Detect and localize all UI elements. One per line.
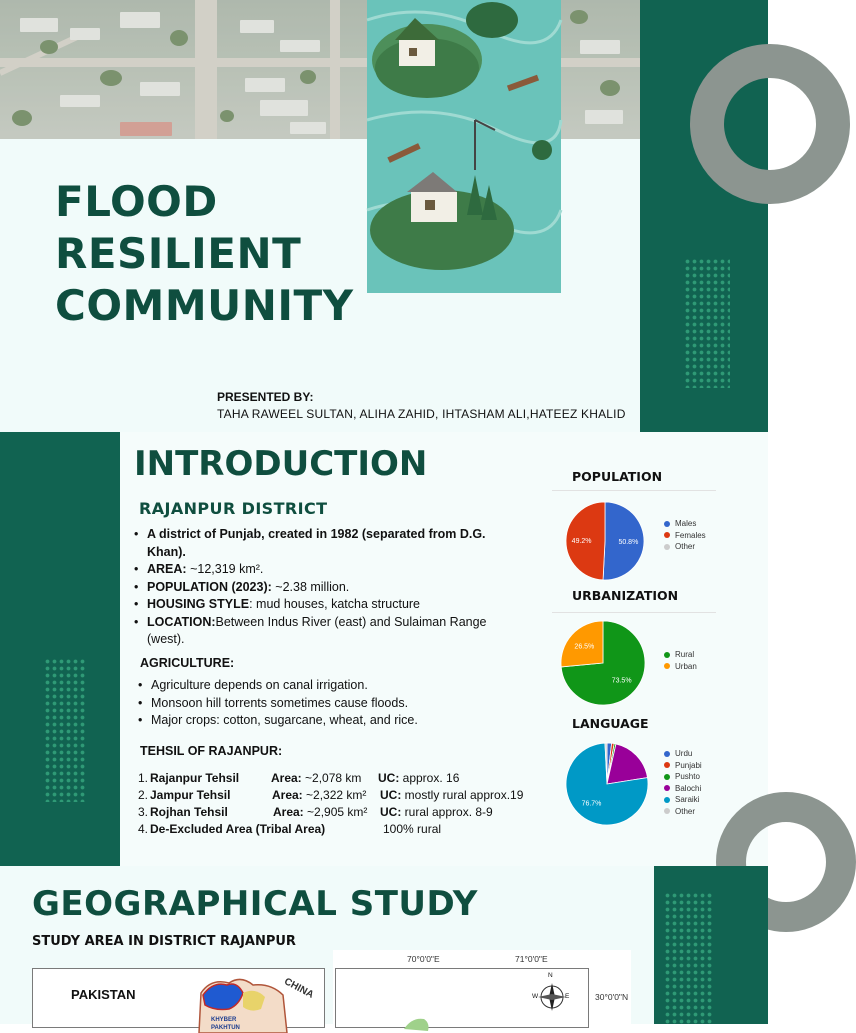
- geographical-study-slide: [0, 866, 768, 1031]
- svg-text:KHYBER: KHYBER: [211, 1017, 237, 1023]
- language-legend: [664, 748, 702, 817]
- list-item: • A district of Punjab, created in 1982 (separated from D.G. Khan).: [134, 526, 524, 561]
- longitude-label: 71°0'0"E: [515, 954, 548, 964]
- language-chart-title: LANGUAGE: [572, 716, 649, 731]
- legend-item-urban: [664, 661, 697, 673]
- legend-swatch: [664, 762, 670, 768]
- title-slide: [0, 0, 768, 432]
- legend-item-balochi: [664, 783, 702, 795]
- pakistan-location-map: [32, 968, 325, 1031]
- legend-item-males: [664, 518, 706, 530]
- legend-label: Urban: [675, 661, 697, 671]
- title-line-3: COMMUNITY: [55, 281, 354, 330]
- legend-swatch: [664, 797, 670, 803]
- legend-item-punjabi: [664, 760, 702, 772]
- legend-swatch: [664, 521, 670, 527]
- urbanization-legend: [664, 649, 697, 672]
- study-area-heading: STUDY AREA IN DISTRICT RAJANPUR: [32, 934, 296, 949]
- pie-data-label: 50.8%: [618, 539, 639, 547]
- compass-icon: N W E: [530, 975, 570, 1015]
- presenter-names: TAHA RAWEEL SULTAN, ALIHA ZAHID, IHTASHAM ALI,HATEEZ KHALID: [217, 407, 626, 421]
- legend-swatch: [664, 808, 670, 814]
- slide-title: INTRODUCTION: [134, 444, 428, 484]
- legend-item-other: [664, 541, 706, 553]
- pie-data-label: 76.7%: [581, 800, 602, 808]
- legend-item-females: [664, 530, 706, 542]
- map-label-china: CHINA: [282, 976, 316, 1001]
- district-heading: RAJANPUR DISTRICT: [139, 499, 328, 518]
- latitude-label: 30°0'0"N: [595, 992, 629, 1002]
- legend-label: Pushto: [675, 772, 700, 781]
- legend-label: Other: [675, 542, 696, 551]
- district-facts-list: [134, 526, 524, 649]
- flood-illustration: [367, 0, 561, 293]
- legend-swatch: [664, 663, 670, 669]
- legend-label: Urdu: [675, 749, 693, 758]
- longitude-label: 70°0'0"E: [407, 954, 440, 964]
- list-item: • HOUSING STYLE: mud houses, katcha structure: [134, 596, 524, 614]
- pie-data-label: 73.5%: [611, 677, 632, 685]
- agriculture-heading: AGRICULTURE:: [140, 656, 235, 670]
- legend-swatch: [664, 532, 670, 538]
- legend-swatch: [664, 544, 670, 550]
- agriculture-list: [138, 677, 418, 730]
- slide-title: GEOGRAPHICAL STUDY: [32, 884, 478, 924]
- population-legend: [664, 518, 706, 553]
- legend-label: Saraiki: [675, 795, 700, 804]
- legend-item-pushto: [664, 771, 702, 783]
- dot-grid-decoration: [684, 258, 730, 388]
- list-item: • LOCATION:Between Indus River (east) and Sulaiman Range (west).: [134, 614, 524, 649]
- population-pie-chart: [560, 496, 650, 586]
- presented-by-label: PRESENTED BY:: [217, 390, 314, 404]
- legend-swatch: [664, 785, 670, 791]
- svg-text:PAKHTUN: PAKHTUN: [211, 1025, 240, 1031]
- legend-item-other: [664, 806, 702, 818]
- legend-item-saraiki: [664, 794, 702, 806]
- dot-grid-decoration: [664, 892, 712, 1024]
- legend-label: Punjabi: [675, 760, 702, 770]
- legend-item-urdu: [664, 748, 702, 760]
- pie-data-label: 26.5%: [574, 643, 595, 651]
- list-item: • POPULATION (2023): ~2.38 million.: [134, 579, 524, 597]
- urbanization-pie-chart: [558, 618, 648, 708]
- legend-swatch: [664, 652, 670, 658]
- legend-swatch: [664, 774, 670, 780]
- list-item: • AREA: ~12,319 km².: [134, 561, 524, 579]
- title-line-1: FLOOD: [55, 177, 218, 226]
- legend-label: Balochi: [675, 783, 702, 793]
- pie-data-label: 49.2%: [571, 537, 592, 545]
- legend-swatch: [664, 751, 670, 757]
- rajanpur-district-map: [333, 950, 631, 1030]
- legend-label: Males: [675, 519, 697, 528]
- main-title: [55, 176, 354, 332]
- presenters-block: [217, 390, 626, 421]
- tehsil-heading: TEHSIL OF RAJANPUR:: [140, 744, 283, 758]
- introduction-slide: INTRODUCTION RAJANPUR DISTRICT • A district of Punjab, created in 1982 (separated from D.G. Khan). • AREA: ~12,319 km². • POPULATION (2023): ~2.38 million. • HOUSING STYLE: mud houses, katcha structure • LOCATION:Between Indus River (east) and Sulaiman Range (west). AGRICULTURE: • Agriculture depends on canal irrigation. • Monsoon hill torrents sometimes cause floods. • Major crops: cotton, sugarcane, wheat, and rice. TEHSIL OF RAJANPUR: 1. Rajanpur Tehsil Area: ~2,078 km UC: approx. 16 2. Jampur Tehsil Area: ~2,322 km² UC: mostly rural approx.19 3. Rojhan Tehsil Area: ~2,905 km² UC: rural approx. 8-9 4. De-Excluded Area (Tribal Area) 100% rural POPULATION 50.8% 49.2% Males Females Other URBANIZATION 73.5% 26.5% Rural Urban LANGUAGE 76.7% Urdu Punjabi Pushto Balochi Saraiki Other: [0, 432, 768, 866]
- map-label-pakistan: PAKISTAN: [71, 987, 136, 1002]
- list-item: • Agriculture depends on canal irrigation.: [138, 677, 418, 695]
- language-pie-chart: [565, 742, 649, 826]
- legend-label: Rural: [675, 650, 695, 659]
- title-line-2: RESILIENT: [55, 229, 302, 278]
- dot-grid-decoration: [44, 658, 86, 802]
- legend-label: Other: [675, 806, 696, 816]
- urbanization-chart-title: URBANIZATION: [572, 588, 679, 603]
- legend-item-rural: [664, 649, 697, 661]
- population-chart-title: POPULATION: [572, 469, 663, 484]
- list-item: • Monsoon hill torrents sometimes cause floods.: [138, 695, 418, 713]
- decorative-ring: [690, 44, 850, 204]
- legend-label: Females: [675, 530, 706, 540]
- list-item: • Major crops: cotton, sugarcane, wheat, and rice.: [138, 712, 418, 730]
